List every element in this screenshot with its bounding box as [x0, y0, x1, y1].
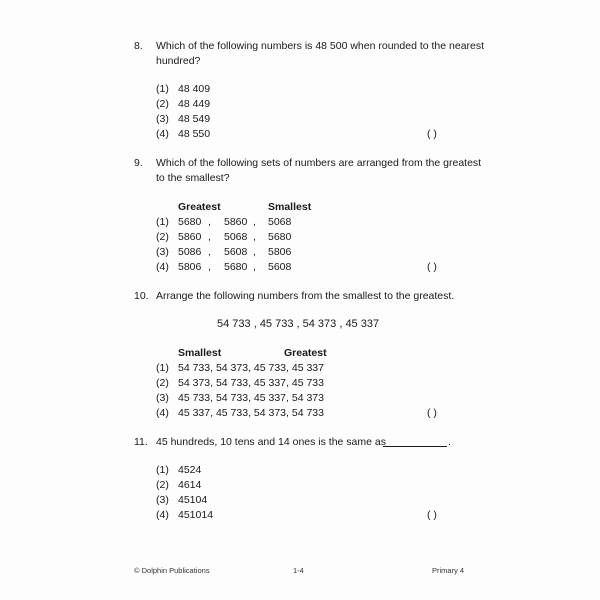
separator: , [208, 261, 211, 273]
option-number: (1) [156, 83, 169, 95]
option-number: (3) [156, 392, 169, 404]
option-value-a[interactable]: 5806 [178, 261, 202, 273]
option-value[interactable]: 45 337, 45 733, 54 373, 54 733 [178, 407, 324, 419]
option-value-b[interactable]: 5860 [224, 216, 248, 228]
separator: , [253, 231, 256, 243]
answer-bracket[interactable]: ( ) [427, 261, 437, 273]
option-value[interactable]: 45 733, 54 733, 45 337, 54 373 [178, 392, 324, 404]
option-number: (2) [156, 479, 169, 491]
option-number: (2) [156, 98, 169, 110]
separator: , [208, 231, 211, 243]
option-value-b[interactable]: 5068 [224, 231, 248, 243]
header-smallest: Smallest [178, 347, 222, 359]
option-number: (1) [156, 216, 169, 228]
option-number: (1) [156, 464, 169, 476]
separator: , [253, 216, 256, 228]
option-value-a[interactable]: 5680 [178, 216, 202, 228]
option-number: (3) [156, 246, 169, 258]
separator: , [253, 246, 256, 258]
answer-blank[interactable] [383, 436, 447, 447]
answer-bracket[interactable]: ( ) [427, 128, 437, 140]
header-greatest: Greatest [178, 201, 221, 213]
option-value[interactable]: 48 549 [178, 113, 211, 125]
option-number: (3) [156, 494, 169, 506]
answer-bracket[interactable]: ( ) [427, 509, 437, 521]
numbers-to-arrange: 54 733 , 45 733 , 54 373 , 45 337 [217, 318, 380, 330]
option-value-c[interactable]: 5806 [268, 246, 292, 258]
question-text-line1: Which of the following numbers is 48 500 when rounded to the nearest [156, 40, 485, 52]
option-value[interactable]: 48 550 [178, 128, 211, 140]
option-value[interactable]: 45104 [178, 494, 208, 506]
option-number: (4) [156, 261, 169, 273]
option-number: (2) [156, 377, 169, 389]
option-number: (4) [156, 509, 169, 521]
period: . [448, 436, 451, 448]
header-greatest: Greatest [284, 347, 327, 359]
footer-level: Primary 4 [432, 566, 465, 575]
option-value-c[interactable]: 5068 [268, 216, 292, 228]
option-value[interactable]: 48 409 [178, 83, 211, 95]
option-value[interactable]: 54 373, 54 733, 45 337, 45 733 [178, 377, 324, 389]
option-number: (2) [156, 231, 169, 243]
option-number: (3) [156, 113, 169, 125]
question-text-line2: to the smallest? [156, 172, 230, 184]
option-number: (1) [156, 362, 169, 374]
separator: , [208, 216, 211, 228]
option-value-a[interactable]: 5086 [178, 246, 202, 258]
option-number: (4) [156, 128, 169, 140]
option-value[interactable]: 48 449 [178, 98, 211, 110]
option-value[interactable]: 451014 [178, 509, 214, 521]
option-value-a[interactable]: 5860 [178, 231, 202, 243]
separator: , [208, 246, 211, 258]
question-number: 8. [134, 40, 143, 52]
option-value[interactable]: 4524 [178, 464, 202, 476]
option-value-b[interactable]: 5608 [224, 246, 248, 258]
question-number: 11. [134, 436, 148, 448]
separator: , [253, 261, 256, 273]
question-text-line2: hundred? [156, 55, 201, 67]
header-smallest: Smallest [268, 201, 312, 213]
question-text-line1: Which of the following sets of numbers are arranged from the greatest [156, 157, 482, 169]
option-value-c[interactable]: 5680 [268, 231, 292, 243]
option-value[interactable]: 54 733, 54 373, 45 733, 45 337 [178, 362, 324, 374]
option-number: (4) [156, 407, 169, 419]
question-text: Arrange the following numbers from the smallest to the greatest. [156, 290, 455, 302]
option-value[interactable]: 4614 [178, 479, 202, 491]
footer-page-number: 1-4 [293, 566, 304, 575]
question-text: 45 hundreds, 10 tens and 14 ones is the same as [156, 436, 386, 448]
footer-publisher: © Dolphin Publications [134, 566, 210, 575]
question-number: 10. [134, 290, 149, 302]
question-number: 9. [134, 157, 143, 169]
answer-bracket[interactable]: ( ) [427, 407, 437, 419]
option-value-b[interactable]: 5680 [224, 261, 248, 273]
option-value-c[interactable]: 5608 [268, 261, 292, 273]
